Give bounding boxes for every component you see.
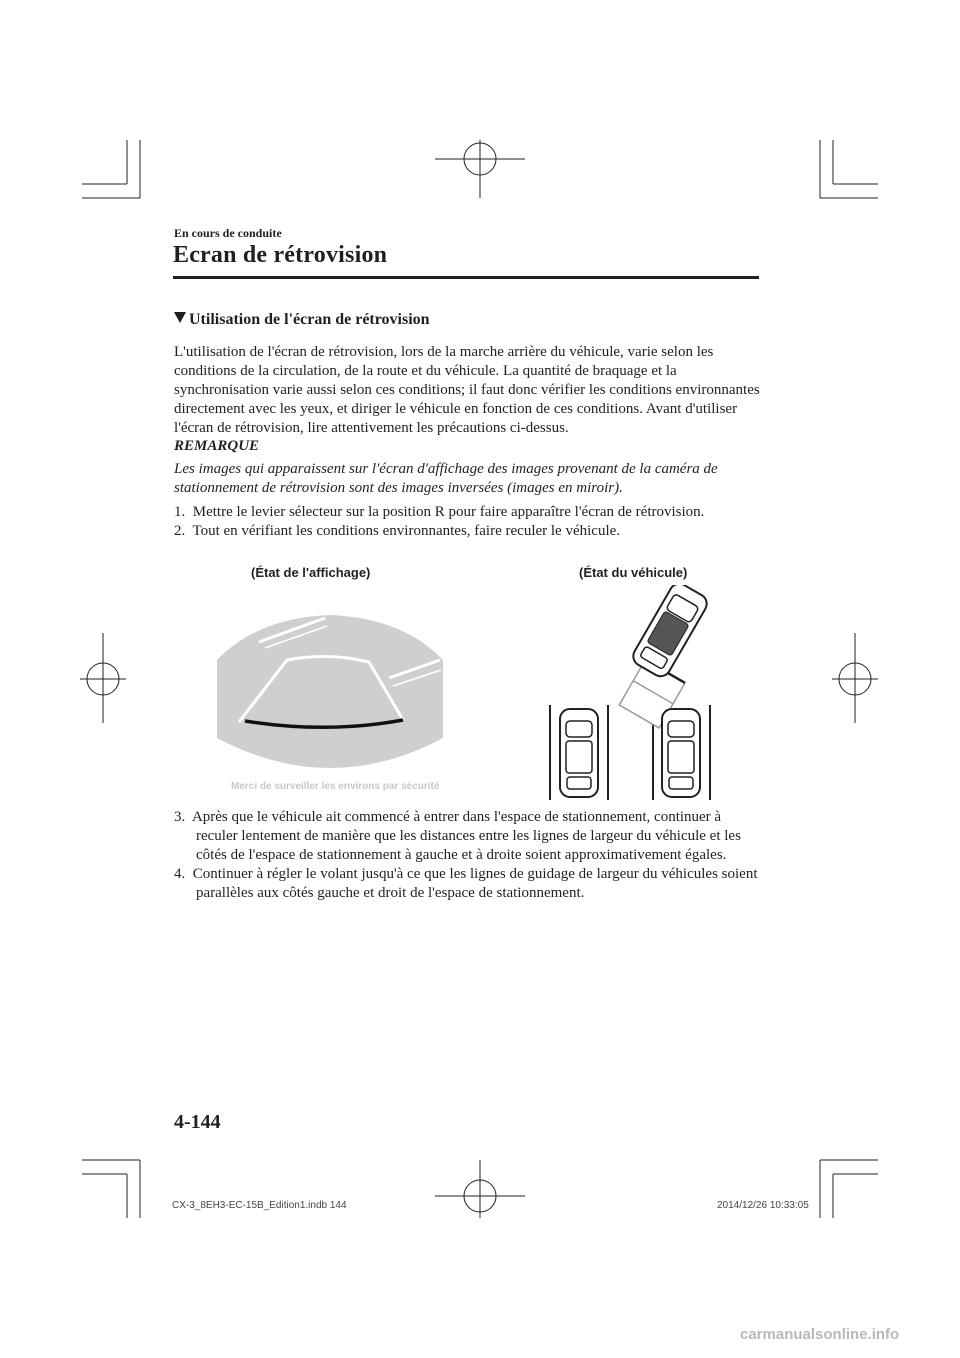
step-text: Continuer à régler le volant jusqu'à ce que les lignes de guidage de largeur du véhicules soient parallèles aux côtés gauche et droit de l'espace de stationnement.: [192, 866, 758, 901]
steps-list-top: [174, 503, 764, 541]
note-title: REMARQUE: [174, 438, 260, 454]
parked-car-left-icon: [560, 709, 598, 797]
figure-caption-vehicle: (État du véhicule): [579, 565, 688, 580]
vehicle-parking-illustration: [540, 585, 730, 800]
section-label: En cours de conduite: [174, 226, 282, 240]
step-item: [174, 503, 764, 522]
step-number: 4.: [174, 866, 186, 882]
subsection-heading: [174, 311, 430, 329]
reversing-car-icon: [630, 585, 711, 680]
page-title: Ecran de rétrovision: [173, 242, 388, 268]
subsection-heading-text: Utilisation de l'écran de rétrovision: [189, 311, 430, 328]
footer-file-info: CX-3_8EH3-EC-15B_Edition1.indb 144: [172, 1200, 347, 1211]
step-text: Après que le véhicule ait commencé à entrer dans l'espace de stationnement, continuer à reculer lentement de manière que les distances entre les lignes de largeur du véhicule et les côtés de l'espace de stationnement à gauche et à droite soient approximativement égales.: [191, 809, 741, 863]
step-number: 2.: [174, 523, 186, 539]
step-text: Tout en vérifiant les conditions environnantes, faire reculer le véhicule.: [192, 523, 621, 539]
step-number: 1.: [174, 504, 186, 520]
steps-list-bottom: [174, 808, 764, 903]
screen-safety-message: Merci de surveiller les environs par sécurité: [231, 781, 440, 792]
step-item: [174, 522, 764, 541]
title-divider: [173, 276, 759, 279]
figure-caption-display: (État de l'affichage): [251, 565, 371, 580]
step-text: Mettre le levier sélecteur sur la position R pour faire apparaître l'écran de rétrovision.: [192, 504, 705, 520]
triangle-bullet-icon: [174, 312, 186, 323]
step-item: [174, 808, 764, 865]
rear-view-screen-illustration: [217, 610, 443, 796]
step-number: 3.: [174, 809, 186, 825]
page-number: 4-144: [174, 1111, 221, 1133]
intro-paragraph: L'utilisation de l'écran de rétrovision, lors de la marche arrière du véhicule, varie selon les conditions de la circulation, de la route et du véhicule. La quantité de braquage et la synchronisation varie aussi selon ces conditions; il faut donc vérifier les conditions environnantes directement avec les yeux, et diriger le véhicule en fonction de ces conditions. Avant d'utiliser l'écran de rétrovision, lire attentivement les précautions ci-dessus.: [174, 344, 760, 436]
watermark: carmanualsonline.info: [740, 1326, 900, 1343]
footer-date-info: 2014/12/26 10:33:05: [717, 1200, 809, 1211]
note-text: Les images qui apparaissent sur l'écran d'affichage des images provenant de la caméra de stationnement de rétrovision sont des images inversées (images en miroir).: [174, 461, 718, 496]
step-item: [174, 865, 764, 903]
parked-car-right-icon: [662, 709, 700, 797]
